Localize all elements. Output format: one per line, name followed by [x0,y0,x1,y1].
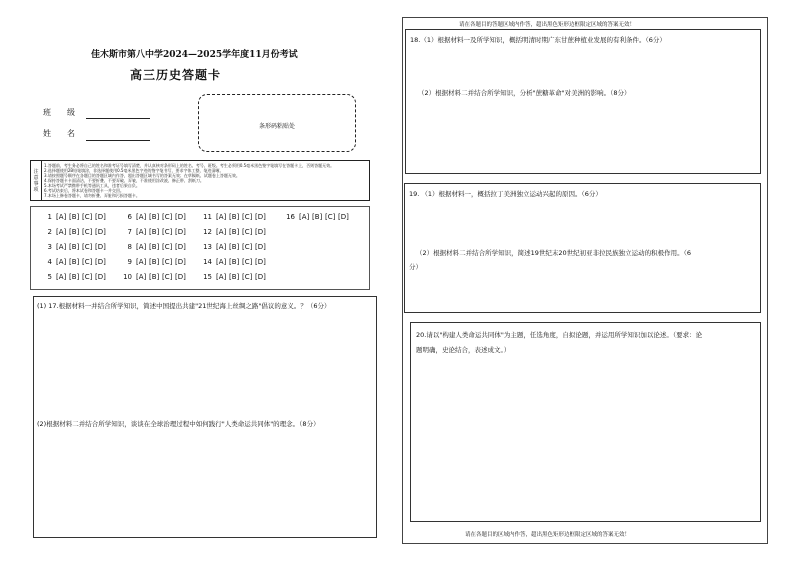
q20-prompt: 20.请以"构建人类命运共同体"为主题，任选角度，自拟论题，并运用所学知识加以论述。（要求：论 [416,331,703,339]
notes-heading-char: 事 [33,180,39,187]
mcq-option-bubble[interactable]: [C] [242,258,253,266]
mcq-option-bubble[interactable]: [A] [136,273,147,281]
mcq-number: 1 [47,213,52,221]
note-line: 4.保持答题卡卡面清洁，不要折叠、不要弄破、弄皱，不准使用涂改液、修正带、刮纸刀。 [44,178,204,183]
mcq-option-bubble[interactable]: [B] [149,213,160,221]
page-title: 高三历史答题卡 [130,68,222,82]
mcq-number: 7 [127,228,132,236]
notes-heading-char: 注 [33,168,39,175]
mcq-number: 5 [47,273,52,281]
mcq-question-9 [122,258,188,266]
q19-part1-prompt: 19. （1）根据材料一，概括拉丁美洲独立运动兴起的原因。（6分） [409,190,602,198]
mcq-option-bubble[interactable]: [B] [149,258,160,266]
mcq-question-3 [42,243,108,251]
mcq-option-bubble[interactable]: [C] [162,243,173,251]
mcq-option-bubble[interactable]: [B] [149,243,160,251]
mcq-option-bubble[interactable]: [C] [82,213,93,221]
mcq-option-bubble[interactable]: [A] [216,258,227,266]
mcq-option-bubble[interactable]: [C] [162,213,173,221]
note-line: 2.选择题使用2B铅笔填涂，非选择题使用0.5毫米黑色字迹的签字笔书写，要求字体工整、笔迹清晰。 [44,168,224,173]
mcq-option-bubble[interactable]: [B] [69,273,80,281]
mcq-option-bubble[interactable]: [D] [255,213,266,221]
q19-part2-prompt: （2）根据材料二并结合所学知识，简述19世纪末20世纪初亚非拉民族独立运动的积极作用。（6 [416,249,692,257]
mcq-option-bubble[interactable]: [C] [162,273,173,281]
mcq-option-bubble[interactable]: [D] [175,273,186,281]
note-line: 1.答题前，考生务必将自己的姓名和准考证号填写清楚，并认真核对条形码上的姓名、考号、班级。考生必须用0.5毫米黑色签字笔填写在答题卡上，否则答题无效。 [44,163,335,168]
mcq-option-bubble[interactable]: [D] [255,258,266,266]
mcq-option-bubble[interactable]: [C] [242,228,253,236]
mcq-question-11 [202,213,268,221]
mcq-option-bubble[interactable]: [A] [56,243,67,251]
mcq-question-12 [202,228,268,236]
mcq-option-bubble[interactable]: [A] [56,228,67,236]
class-label: 班 级 [43,108,75,117]
note-line: 3.请按照题号顺序在各题目的答题区域内作答，超出答题区域书写的答案无效；在草稿纸、试题卷上答题无效。 [44,173,240,178]
mcq-number: 13 [203,243,212,251]
mcq-option-bubble[interactable]: [C] [162,228,173,236]
q17-part1-prompt: (1) 17.根据材料一并结合所学知识，简述中国提出共建"21世纪海上丝绸之路"倡议的意义。？（6分） [37,302,331,310]
mcq-option-bubble[interactable]: [C] [242,243,253,251]
mcq-option-bubble[interactable]: [A] [216,213,227,221]
mcq-option-bubble[interactable]: [D] [175,258,186,266]
mcq-option-bubble[interactable]: [B] [69,243,80,251]
mcq-option-bubble[interactable]: [D] [95,258,106,266]
mcq-option-bubble[interactable]: [D] [95,243,106,251]
mcq-option-bubble[interactable]: [D] [255,273,266,281]
mcq-option-bubble[interactable]: [D] [95,213,106,221]
mcq-question-4 [42,258,108,266]
mcq-question-5 [42,273,108,281]
mcq-option-bubble[interactable]: [B] [69,228,80,236]
mcq-number: 9 [127,258,132,266]
mcq-question-16 [285,213,351,221]
note-line: 7.本场上修卷答题卡，请勿折叠、弄脏和污损答题卡。 [44,193,140,198]
q18-answer-box[interactable] [405,29,761,174]
name-label: 姓 名 [43,129,75,138]
mcq-option-bubble[interactable]: [B] [229,273,240,281]
mcq-option-bubble[interactable]: [A] [216,273,227,281]
mcq-option-bubble[interactable]: [A] [56,258,67,266]
mcq-option-bubble[interactable]: [B] [312,213,323,221]
barcode-area [198,94,356,152]
note-line: 5.本场考试严禁携带手机等通讯工具，违者后果自负。 [44,183,140,188]
mcq-option-bubble[interactable]: [B] [69,258,80,266]
mcq-number: 8 [127,243,132,251]
mcq-option-bubble[interactable]: [D] [175,243,186,251]
q18-part2-prompt: （2）根据材料二并结合所学知识，分析"蔗糖革命"对美洲的影响。（8分） [418,89,631,97]
mcq-option-bubble[interactable]: [A] [56,273,67,281]
mcq-question-2 [42,228,108,236]
notes-heading [31,161,42,200]
mcq-option-bubble[interactable]: [C] [162,258,173,266]
mcq-number: 12 [203,228,212,236]
mcq-number: 6 [127,213,132,221]
exam-title: 佳木斯市第八中学2024—2025学年度11月份考试 [91,50,298,60]
mcq-option-bubble[interactable]: [A] [56,213,67,221]
mcq-number: 15 [203,273,212,281]
name-field[interactable] [86,140,150,141]
mcq-option-bubble[interactable]: [B] [229,258,240,266]
mcq-option-bubble[interactable]: [D] [95,228,106,236]
mcq-question-14 [202,258,268,266]
mcq-option-bubble[interactable]: [D] [255,228,266,236]
mcq-option-bubble[interactable]: [C] [82,243,93,251]
mcq-option-bubble[interactable]: [A] [136,243,147,251]
top-notice: 请在各题目的答题区域内作答，超出黑色矩形边框限定区域的答案无效！ [459,22,636,28]
notes-heading-char: 项 [33,186,39,193]
mcq-number: 4 [47,258,52,266]
mcq-question-13 [202,243,268,251]
q18-part1-prompt: 18.（1）根据材料一及所学知识，概括明清时期广东甘蔗种植业发展的有利条件。（6分） [410,36,666,44]
q17-part2-prompt: (2)根据材料二并结合所学知识，谈谈在全球治理过程中如何践行"人类命运共同体"的理念。（8分） [37,420,320,428]
mcq-option-bubble[interactable]: [C] [242,213,253,221]
mcq-option-bubble[interactable]: [C] [82,258,93,266]
q20-prompt-cont: 题明确，史论结合，表述成文。） [416,346,511,354]
mcq-option-bubble[interactable]: [D] [95,273,106,281]
bottom-notice: 请在各题目的区域内作答，超出黑色矩形边框限定区域的答案无效！ [465,532,631,538]
mcq-option-bubble[interactable]: [D] [175,213,186,221]
q17-answer-box[interactable] [33,296,377,538]
mcq-option-bubble[interactable]: [A] [216,228,227,236]
mcq-number: 11 [203,213,212,221]
mcq-question-7 [122,228,188,236]
mcq-option-bubble[interactable]: [B] [149,228,160,236]
note-line: 6.考试结束后，将本试卷和答题卡一并交回。 [44,188,124,193]
mcq-option-bubble[interactable]: [B] [69,213,80,221]
mcq-option-bubble[interactable]: [B] [229,243,240,251]
mcq-option-bubble[interactable]: [A] [216,243,227,251]
notes-heading-char: 意 [33,174,39,181]
mcq-option-bubble[interactable]: [C] [325,213,336,221]
mcq-option-bubble[interactable]: [D] [255,243,266,251]
mcq-number: 16 [286,213,295,221]
mcq-option-bubble[interactable]: [A] [136,258,147,266]
mcq-option-bubble[interactable]: [B] [229,228,240,236]
mcq-option-bubble[interactable]: [A] [299,213,310,221]
mcq-question-15 [202,273,268,281]
mcq-question-6 [122,213,188,221]
notes-box [30,160,370,201]
q19-part2-prompt-cont: 分） [409,263,422,271]
mcq-option-bubble[interactable]: [C] [82,273,93,281]
mcq-question-10 [122,273,188,281]
mcq-question-1 [42,213,108,221]
mcq-number: 10 [123,273,132,281]
mcq-option-bubble[interactable]: [B] [149,273,160,281]
mcq-question-8 [122,243,188,251]
class-field[interactable] [86,118,150,119]
mcq-number: 3 [47,243,52,251]
mcq-number: 2 [47,228,52,236]
mcq-option-bubble[interactable]: [C] [242,273,253,281]
barcode-label: 条形码粘贴处 [258,123,295,130]
mcq-option-bubble[interactable]: [D] [338,213,349,221]
mcq-option-bubble[interactable]: [C] [82,228,93,236]
q19-answer-box[interactable] [404,183,761,313]
mcq-option-bubble[interactable]: [B] [229,213,240,221]
mcq-option-bubble[interactable]: [D] [175,228,186,236]
mcq-option-bubble[interactable]: [A] [136,213,147,221]
mcq-number: 14 [203,258,212,266]
mcq-option-bubble[interactable]: [A] [136,228,147,236]
